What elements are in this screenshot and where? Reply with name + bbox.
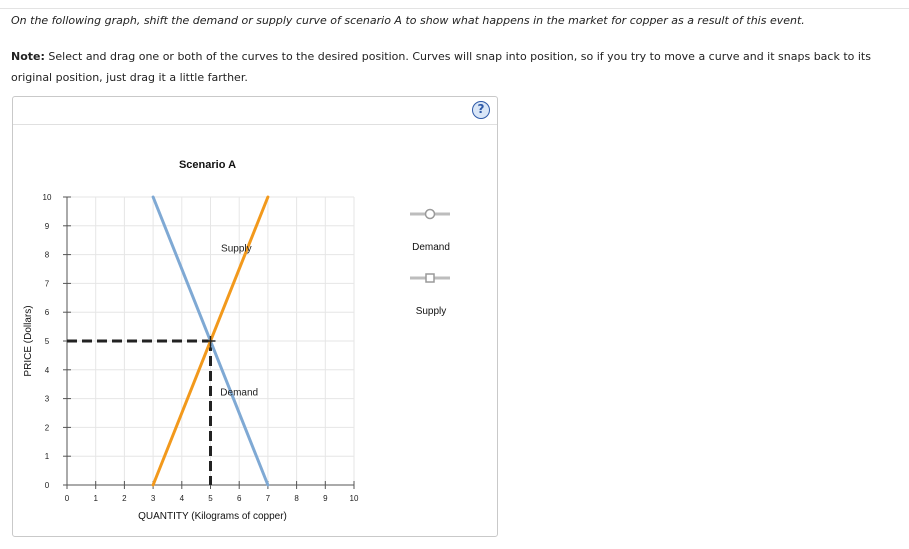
y-tick-label: 7 xyxy=(44,279,50,289)
x-tick-label: 0 xyxy=(64,494,70,503)
instruction-text: On the following graph, shift the demand or supply curve of scenario A to show what happens in the market for copper as a result of this event. xyxy=(11,14,805,27)
x-tick-label: 2 xyxy=(122,494,127,503)
legend-label-supply: Supply xyxy=(415,306,447,317)
x-tick-label: 10 xyxy=(349,494,359,503)
y-tick-label: 4 xyxy=(44,365,50,375)
x-tick-label: 4 xyxy=(179,494,185,503)
y-tick-label: 3 xyxy=(44,394,50,404)
y-tick-label: 8 xyxy=(44,250,50,260)
x-tick-label: 7 xyxy=(265,494,271,503)
x-axis-label: QUANTITY (Kilograms of copper) xyxy=(138,511,287,522)
x-tick-label: 5 xyxy=(208,494,213,503)
y-tick-label: 10 xyxy=(42,193,52,202)
y-tick-label: 9 xyxy=(44,221,50,231)
legend-square-marker[interactable] xyxy=(426,274,434,282)
legend-label-demand: Demand xyxy=(412,242,450,253)
chart-title: Scenario A xyxy=(178,159,237,171)
x-tick-label: 6 xyxy=(236,494,242,503)
x-tick-label: 8 xyxy=(294,494,299,503)
y-axis-label: PRICE (Dollars) xyxy=(23,305,34,377)
note-body: Select and drag one or both of the curves to the desired position. Curves will snap into position, so if you try to move a curve and it snaps back to its original position, just drag it a little farther. xyxy=(11,50,871,84)
y-tick-label: 6 xyxy=(44,308,50,318)
legend-circle-marker[interactable] xyxy=(426,210,435,219)
y-tick-label: 5 xyxy=(44,337,50,346)
y-tick-label: 1 xyxy=(44,452,50,462)
x-tick-label: 9 xyxy=(323,494,328,503)
x-tick-label: 3 xyxy=(150,494,156,503)
question-icon: ? xyxy=(477,102,485,116)
supply-curve-label: Supply xyxy=(221,243,252,255)
demand-curve-label: Demand xyxy=(220,387,259,399)
x-tick-label: 1 xyxy=(93,494,98,503)
y-tick-label: 0 xyxy=(44,481,50,490)
note-label: Note: xyxy=(11,50,45,63)
y-tick-label: 2 xyxy=(44,423,50,433)
